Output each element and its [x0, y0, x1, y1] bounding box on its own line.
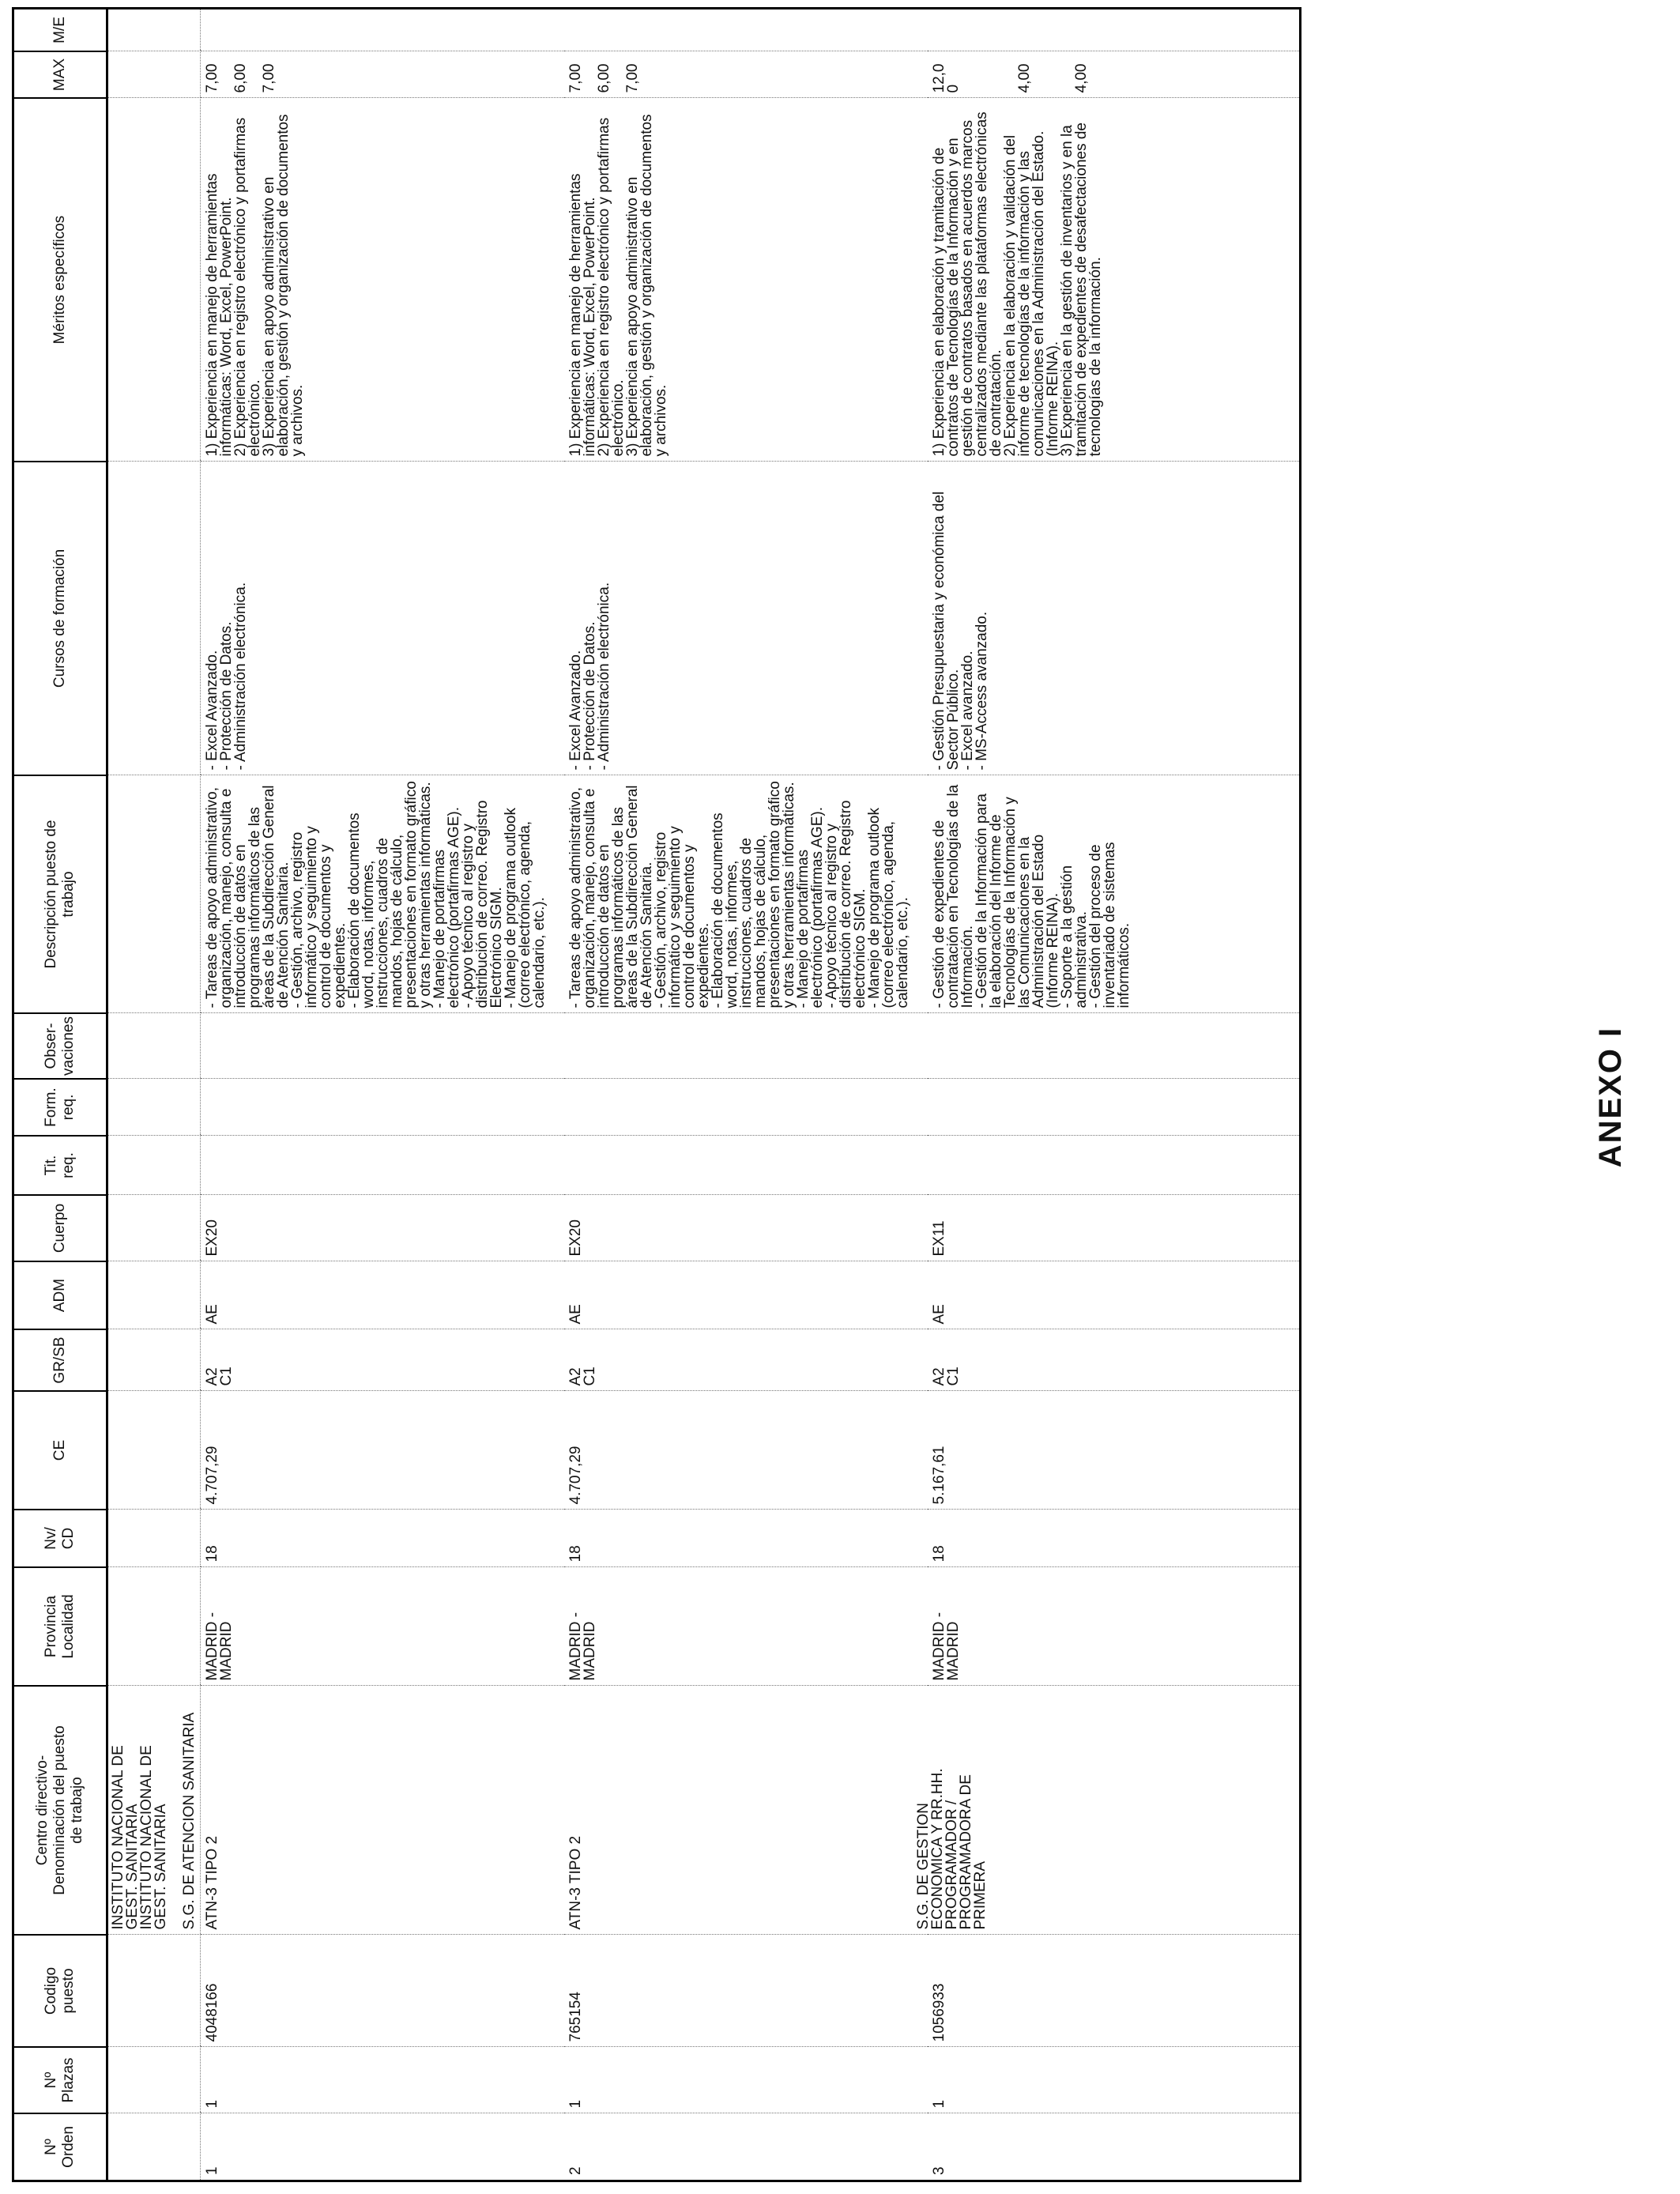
cell-descripcion: - Tareas de apoyo administrativo, organización, manejo, consulta e introducción de datos en programas informáticos de las áreas de la Subdirección General de Atención Sanitaria. - Gestión, archivo, registro informático y seguimiento y control de documentos y expedientes. - Elaboración de documentos word, notas, informes, instrucciones, cuadros de mandos, hojas de cálculo, presentaciones en formato gráfico y otras herramientas informáticas. - Manejo de portafirmas electrónico (portafirmas AGE). - Apoyo técnico al registro y distribución de correo. Registro electrónico SIGM. - Manejo de programa outlook (correo electrónico, agenda, calendario, etc.).: [564, 775, 928, 1013]
cell-adm: AE: [201, 1261, 564, 1329]
cell-grupo: A2 C1: [564, 1329, 928, 1391]
centro-header: S.G. DE GESTION ECONOMICA Y RR.HH.: [914, 1768, 946, 1930]
cell-provincia: MADRID - MADRID: [564, 1567, 928, 1686]
col-formacion: Form. req.: [14, 1079, 107, 1136]
cell-nivel: 18: [564, 1510, 928, 1567]
cell-meritos: 1) Experiencia en manejo de herramientas informáticas: Word, Excel, PowerPoint. 2) Experiencia en registro electrónico y portafirmas electrónico. 3) Experiencia en apoyo administrativo en elaboración, gestión y organización de documentos y archivos.: [564, 98, 928, 462]
header-row: [14, 9, 107, 2180]
col-adm: ADM: [14, 1261, 107, 1329]
positions-table: [14, 9, 1299, 2180]
cell-orden: 3: [928, 2113, 1299, 2180]
cell-centro-group: [914, 1686, 1299, 1935]
cell-max: 12,00 4,00 4,00: [928, 51, 1299, 98]
table-row: [564, 9, 928, 2180]
cell-max: 7,00 6,00 7,00: [201, 51, 564, 98]
cell-descripcion: - Tareas de apoyo administrativo, organización, manejo, consulta e introducción de datos en programas informáticos de las áreas de la Subdirección General de Atención Sanitaria. - Gestión, archivo, registro informático y seguimiento y control de documentos y expedientes. - Elaboración de documentos word, notas, informes, instrucciones, cuadros de mandos, hojas de cálculo, presentaciones en formato gráfico y otras herramientas informáticas. - Manejo de portafirmas electrónico (portafirmas AGE). - Apoyo técnico al registro y distribución de correo. Registro Electrónico SIGM. - Manejo de programa outlook (correo electrónico, agenda, calendario, etc.).: [201, 775, 564, 1013]
col-max: MAX: [14, 51, 107, 98]
cell-codigo: 4048166: [201, 1935, 564, 2047]
cell-centro: PROGRAMADOR / PROGRAMADORA DE PRIMERA: [943, 1774, 989, 1930]
cell-descripcion: - Gestión de expedientes de contratación en Tecnologías de la Información. - Gestión de la Información para la elaboración del Informe de Tecnologías de la Información y las Comunicaciones en la Administración del Estado (Informe REINA). - Soporte a la gestión administrativa. - Gestión del proceso de inventariado de sistemas informáticos.: [928, 775, 1299, 1013]
cell-cursos: - Gestión Presupuestaria y económica del Sector Público. - Excel avanzado. - MS-Access avanzado.: [928, 462, 1299, 775]
cell-provincia: MADRID - MADRID: [928, 1567, 1299, 1686]
cell-orden: 2: [564, 2113, 928, 2180]
cell-meritos: 1) Experiencia en manejo de herramientas informáticas: Word, Excel, PowerPoint. 2) Experiencia en registro electrónico y portafirmas electrónico. 3) Experiencia en apoyo administrativo en elaboración, gestión y organización de documentos y archivos.: [201, 98, 564, 462]
table-row: [928, 9, 1299, 2180]
cell-ce: 5.167,61: [928, 1391, 1299, 1510]
col-grupo: GR/SB: [14, 1329, 107, 1391]
cell-cursos: - Excel Avanzado. - Protección de Datos. - Administración electrónica.: [564, 462, 928, 775]
cell-codigo: 1056933: [928, 1935, 1299, 2047]
cell-centro: ATN-3 TIPO 2: [201, 1686, 564, 1935]
page-title: ANEXO I: [1593, 1026, 1628, 1168]
cell-ce: 4.707,29: [564, 1391, 928, 1510]
col-plazas: Nº Plazas: [14, 2047, 107, 2113]
cell-plazas: 1: [201, 2047, 564, 2113]
col-nivel: Nv/ CD: [14, 1510, 107, 1567]
cell-adm: AE: [928, 1261, 1299, 1329]
col-orden: Nº Orden: [14, 2113, 107, 2180]
col-meritos: Méritos específicos: [14, 98, 107, 462]
col-centro: Centro directivo- Denominación del puesto de trabajo: [14, 1686, 107, 1935]
anexo-table: [12, 7, 1301, 2182]
col-titulacion: Tit. req.: [14, 1136, 107, 1195]
col-provincia: Provincia Localidad: [14, 1567, 107, 1686]
col-codigo: Codigo puesto: [14, 1935, 107, 2047]
cell-grupo: A2 C1: [928, 1329, 1299, 1391]
cell-cuerpo: EX20: [564, 1195, 928, 1261]
centro-header-block: INSTITUTO NACIONAL DE GEST. SANITARIA INSTITUTO NACIONAL DE GEST. SANITARIA S.G. DE ATENCION SANITARIA: [107, 1686, 201, 1935]
cell-adm: AE: [564, 1261, 928, 1329]
cell-cursos: - Excel Avanzado. - Protección de Datos. - Administración electrónica.: [201, 462, 564, 775]
table-row: [107, 9, 201, 2180]
col-cuerpo: Cuerpo: [14, 1195, 107, 1261]
cell-nivel: 18: [928, 1510, 1299, 1567]
col-descripcion: Descripción puesto de trabajo: [14, 775, 107, 1013]
cell-plazas: 1: [564, 2047, 928, 2113]
col-observaciones: Obser- vaciones: [14, 1013, 107, 1079]
cell-nivel: 18: [201, 1510, 564, 1567]
col-me: M/E: [14, 9, 107, 51]
cell-centro: ATN-3 TIPO 2: [564, 1686, 928, 1935]
cell-orden: 1: [201, 2113, 564, 2180]
cell-cuerpo: EX11: [928, 1195, 1299, 1261]
cell-max: 7,00 6,00 7,00: [564, 51, 928, 98]
cell-ce: 4.707,29: [201, 1391, 564, 1510]
col-cursos: Cursos de formación: [14, 462, 107, 775]
cell-meritos: 1) Experiencia en elaboración y tramitación de contratos de Tecnologías de la Información y en gestión de contratos basados en acuerdos marcos centralizados mediante las plataformas electrónicas de contratación. 2) Experiencia en la elaboración y validación del informe de tecnologías de la información y las comunicaciones en la Administración del Estado. (Informe REINA). 3) Experiencia en la gestión de inventarios y en la tramitación de expedientes de desafectaciones de tecnologías de la información.: [928, 98, 1299, 462]
cell-grupo: A2 C1: [201, 1329, 564, 1391]
cell-codigo: 765154: [564, 1935, 928, 2047]
cell-plazas: 1: [928, 2047, 1299, 2113]
cell-cuerpo: EX20: [201, 1195, 564, 1261]
col-ce: CE: [14, 1391, 107, 1510]
cell-provincia: MADRID - MADRID: [201, 1567, 564, 1686]
table-row: [201, 9, 564, 2180]
